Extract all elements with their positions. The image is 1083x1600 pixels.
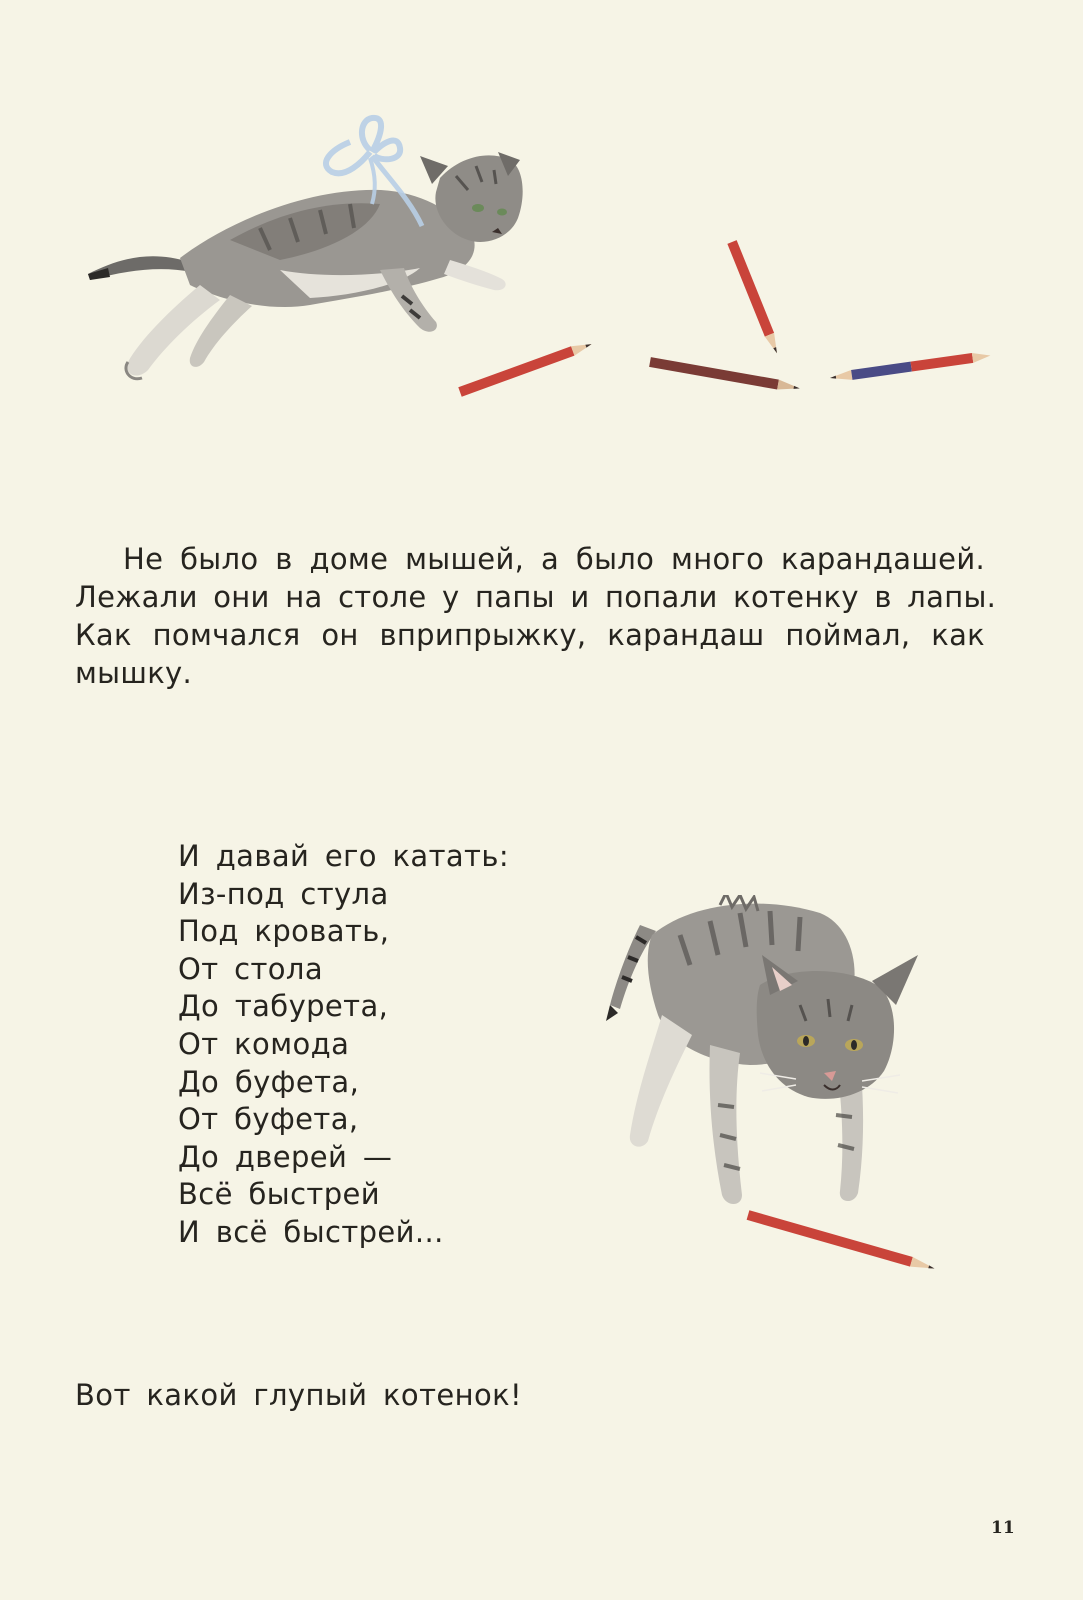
paragraph-line: Лежали они на столе у папы и попали котенку в лапы. (75, 580, 997, 614)
verse-line: До табурета, (178, 989, 389, 1024)
verse-line: Из-под стула (178, 876, 389, 911)
verse-block (178, 838, 509, 1252)
arched-kitten-illustration (600, 895, 960, 1305)
verse-line: Под кровать, (178, 914, 390, 949)
verse-line: До буфета, (178, 1064, 360, 1099)
story-paragraph (75, 540, 997, 692)
pencil (747, 1210, 936, 1273)
verse-line: И давай его катать: (178, 839, 510, 873)
arched-kitten (606, 895, 918, 1204)
paragraph-line: Не было в доме мышей, а было много карандашей. (123, 542, 985, 576)
verse-line: От стола (178, 951, 324, 986)
pencils (458, 240, 991, 397)
verse-line: Всё быстрей (178, 1177, 381, 1212)
verse-line: И всё быстрей... (178, 1214, 444, 1249)
paragraph-line: мышку. (75, 656, 193, 690)
verse-line: От буфета, (178, 1102, 359, 1137)
paragraph-line: Как помчался он вприпрыжку, карандаш поймал, как (75, 618, 985, 652)
leaping-kitten (88, 152, 523, 379)
leaping-kitten-illustration (80, 100, 1020, 420)
closing-line: Вот какой глупый котенок! (75, 1378, 523, 1412)
verse-line: До дверей — (178, 1139, 393, 1174)
page-number: 11 (991, 1518, 1015, 1538)
verse-line: От комода (178, 1026, 350, 1061)
